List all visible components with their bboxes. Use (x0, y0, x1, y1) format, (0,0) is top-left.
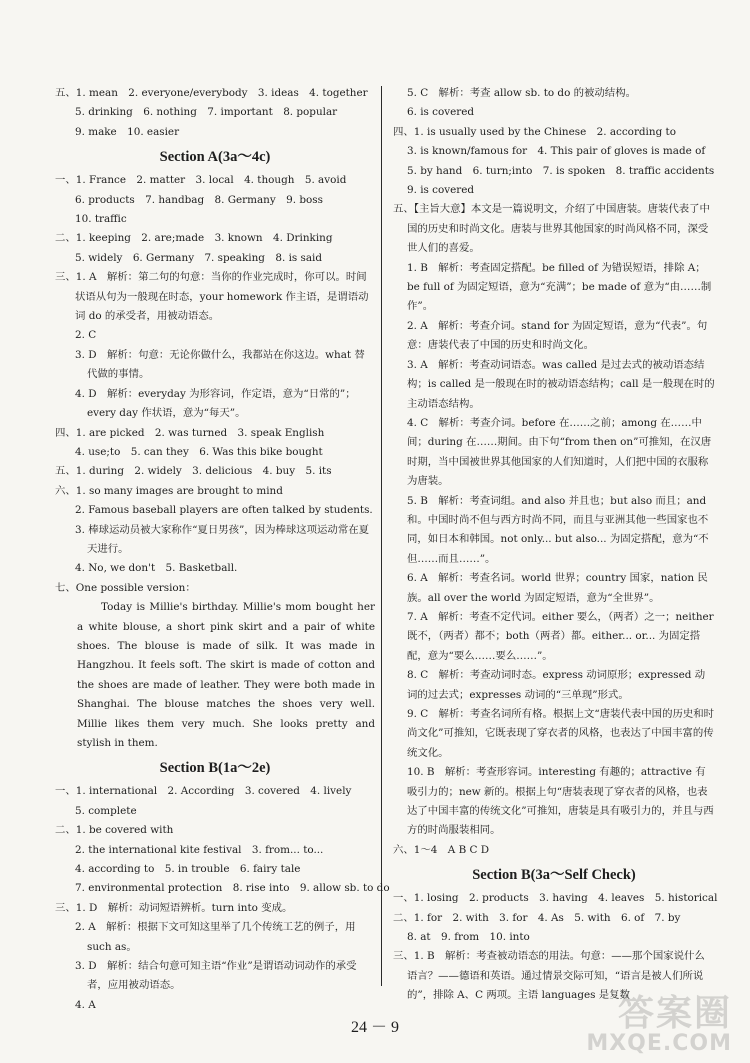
explanation: 5. B 解析：考查词组。and also 并且也；but also 而且；and 和。中国时尚不但与西方时尚不同，而且与亚洲其他一些国家也不同，如日本和韩国。not only... but also... 为固定搭配，意为“不但……而且……”。 (407, 494, 709, 565)
answer-line: 六、1. so many images are brought to mind (55, 484, 283, 497)
answer-line: 10. traffic (75, 213, 127, 226)
explanation: 7. A 解析：考查不定代词。either 要么，（两者）之一；neither 既不，（两者）都不；both（两者）都。either... or... 为固定搭配，意为“要么……要么……”。 (407, 610, 714, 662)
page-number: 24 － 9 (350, 1019, 399, 1036)
answer-line: 4. use;to 5. can they 6. Was this bike bought (75, 445, 323, 458)
answer-line: 6. products 7. handbag 8. Germany 9. boss (75, 193, 323, 206)
answer-line: 一、1. losing 2. products 3. having 4. leaves 5. historical (393, 892, 718, 905)
left-column (55, 84, 390, 1015)
translation: 3. 棒球运动员被大家称作“夏日男孩”，因为棒球这项运动常在夏天进行。 (75, 523, 369, 555)
answer-line: 一、1. international 2. According 3. covered 4. lively (55, 785, 352, 798)
answer-line: 五、1. mean 2. everyone/everybody 3. ideas 4. together (55, 87, 368, 99)
answer-line: 4. No, we don't 5. Basketball. (75, 562, 238, 575)
answer-line: 5. complete (75, 804, 137, 817)
explanation: 6. A 解析：考查名词。world 世界；country 国家，nation 民族。all over the world 为固定短语，意为“全世界”。 (407, 572, 708, 604)
watermark-text: 答案圈 (617, 993, 732, 1034)
explanation: 10. B 解析：考查形容词。interesting 有趣的；attractive 有吸引力的；new 新的。根据上句“唐装表现了穿衣者的风格，也表达了中国丰富的传统文化”可推知，唐装是具有吸引力的，并且与西方的时尚服装相同。 (407, 766, 714, 837)
explanation: 2. A 解析：考查介词。stand for 为固定短语，意为“代表”。句意：唐装代表了中国的历史和时尚文化。 (407, 319, 708, 352)
answer-line: 2. C (75, 329, 97, 342)
answer-line: 6. is covered (407, 106, 475, 119)
explanation: 2. A 解析：根据下文可知这里举了几个传统工艺的例子，用 such as。 (75, 921, 356, 953)
explanation: 3. D 解析：句意：无论你做什么，我都站在你这边。what 替代做的事情。 (75, 348, 365, 381)
right-column (393, 84, 718, 1006)
explanation: 9. C 解析：考查名词所有格。根据上文“唐装代表中国的历史和时尚文化”可推知，它既表现了穿衣者的风格，也表达了中国丰富的传统文化。 (407, 708, 715, 759)
answer-line: 六、1～4 A B C D (393, 843, 490, 856)
answer-line: 7. environmental protection 8. rise into 9. allow sb. to do (75, 882, 390, 895)
explanation: 三、1. A 解析：第二句的句意：当你的作业完成时，你可以。时间状语从句为一般现在时态，your homework 作主语，是谓语动词 do 的承受者，用被动语态。 (55, 271, 369, 323)
answer-line: 5. C 解析：考查 allow sb. to do 的被动结构。 (407, 87, 636, 99)
main-idea: 五、【主旨大意】本文是一篇说明文，介绍了中国唐装。唐装代表了中国的历史和时尚文化。唐装与世界其他国家的时尚风格不同，深受世人们的喜爱。 (393, 203, 710, 255)
answer-line: 四、1. is usually used by the Chinese 2. according to (393, 125, 676, 138)
answer-line: 4. A (75, 998, 96, 1011)
writing-heading: 七、One possible version： (55, 581, 196, 594)
answer-line: 4. according to 5. in trouble 6. fairy tale (75, 863, 301, 876)
answer-line: 5. by hand 6. turn;into 7. is spoken 8. traffic accidents (407, 164, 715, 177)
explanation: 三、1. B 解析：考查被动语态的用法。句意：——那个国家说什么语言？——德语和英语。通过情景交际可知，“语言是被人们所说的”，排除 A、C 两项。主语 languages 是复数 (393, 950, 705, 1002)
sample-essay: Today is Millie's birthday. Millie's mom bought her a white blouse, a short pink skirt and a pair of white shoes. The blouse is made of silk. It was made in Hangzhou. It feels soft. The skirt is made of cotton and the shoes are made of leather. They were both made in Shanghai. The blouse matches the shoes very well. Millie likes them very much. She looks pretty and stylish in them. (77, 601, 375, 749)
column-divider (381, 86, 382, 986)
watermark-logo (586, 995, 732, 1055)
explanation: 1. B 解析：考查固定搭配。be filled of 为错误短语，排除 A；be full of 为固定短语，意为“充满”；be made of 意为“由……制作”。 (407, 261, 712, 313)
answer-line: 5. drinking 6. nothing 7. important 8. popular (75, 106, 338, 119)
answer-line: 2. the international kite festival 3. from... to... (75, 843, 324, 856)
answer-line: 三、1. D 解析：动词短语辨析。turn into 变成。 (55, 901, 293, 914)
section-heading: Section A(3a～4c) (159, 149, 271, 166)
answer-line: 3. is known/famous for 4. This pair of gloves is made of (407, 145, 706, 158)
answer-line: 9. make 10. easier (75, 125, 180, 138)
answer-line: 8. at 9. from 10. into (407, 931, 530, 944)
explanation: 4. D 解析：everyday 为形容词，作定语，意为“日常的”；every day 作状语，意为“每天”。 (75, 387, 356, 420)
answer-line: 四、1. are picked 2. was turned 3. speak English (55, 426, 325, 439)
answer-line: 5. widely 6. Germany 7. speaking 8. is said (75, 251, 323, 264)
answer-line: 一、1. France 2. matter 3. local 4. though 5. avoid (55, 174, 347, 187)
answer-line: 二、1. for 2. with 3. for 4. As 5. with 6. of 7. by (393, 911, 681, 924)
answer-line: 9. is covered (407, 184, 475, 197)
answer-line: 五、1. during 2. widely 3. delicious 4. buy 5. its (55, 465, 332, 478)
answer-line: 二、1. keeping 2. are;made 3. known 4. Drinking (55, 232, 333, 245)
section-heading: Section B(3a～Self Check) (472, 867, 636, 884)
watermark-url: MXQE.COM (586, 1031, 732, 1056)
answer-line: 二、1. be covered with (55, 824, 174, 837)
explanation: 3. A 解析：考查动词语态。was called 是过去式的被动语态结构；is called 是一般现在时的被动语态结构；call 是一般现在时的主动语态结构。 (407, 358, 715, 410)
explanation: 8. C 解析：考查动词时态。express 动词原形；expressed 动词的过去式；expresses 动词的“三单现”形式。 (407, 669, 706, 701)
explanation: 3. D 解析：结合句意可知主语“作业”是谓语动词动作的承受者，应用被动语态。 (75, 960, 357, 992)
section-heading: Section B(1a～2e) (159, 760, 271, 777)
explanation: 4. C 解析：考查介词。before 在……之前；among 在……中间；during 在……期间。由下句“from then on”可推知，在汉唐时期，当中国被世界其他国家的人们知道时，人们把中国的衣服称为唐装。 (407, 416, 712, 488)
answer-line: 2. Famous baseball players are often talked by students. (75, 504, 373, 517)
